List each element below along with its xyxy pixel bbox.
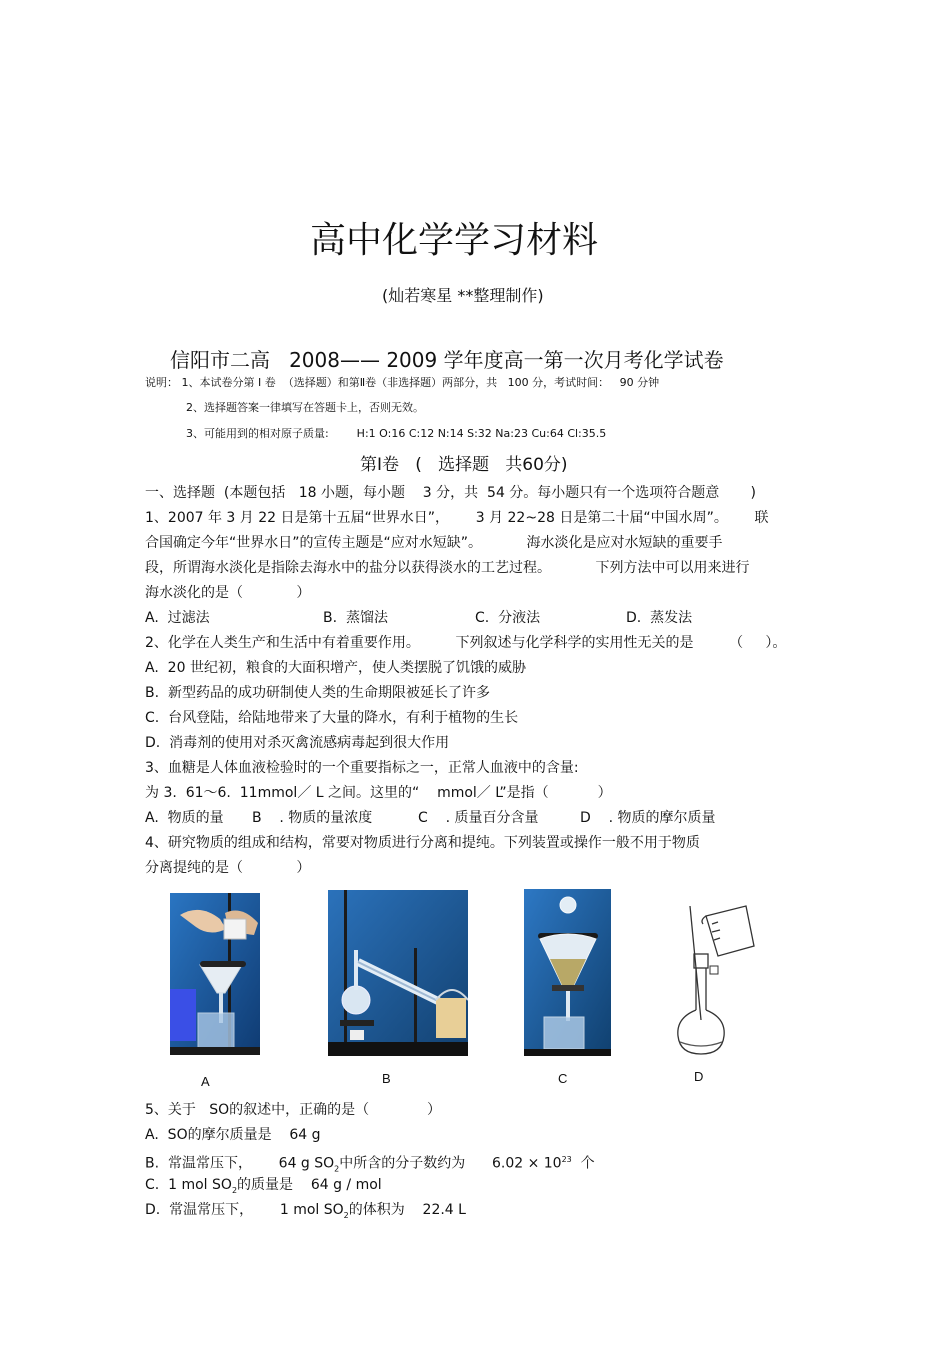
section-intro: 一、选择题 (本题包括 18 小题，每小题 3 分，共 54 分。每小题只有一个选项符合题意 ) — [145, 485, 756, 501]
subscript-2: 2 — [231, 1185, 238, 1195]
q1-line-1: 1、2007 年 3 月 22 日是第十五届“世界水日”， 3 月 22~28 日是第二十届“中国水周”。 联 — [145, 510, 769, 526]
q5-option-a: A. SO的摩尔质量是 64 g — [145, 1127, 321, 1143]
q5-option-b — [145, 1151, 595, 1178]
q1-option-c: C. 分液法 — [475, 610, 541, 626]
q2-option-d: D. 消毒剂的使用对杀灭禽流感病毒起到很大作用 — [145, 735, 450, 751]
exam-note-1: 说明： 1、本试卷分第 I 卷 （选择题）和第Ⅱ卷（非选择题）两部分，共 100 分，考试时间： 90 分钟 — [145, 376, 660, 389]
exam-note-2: 2、选择题答案一律填写在答题卡上，否则无效。 — [186, 401, 424, 414]
q1-line-3: 段，所谓海水淡化是指除去海水中的盐分以获得淡水的工艺过程。 下列方法中可以用来进行 — [145, 560, 750, 576]
image-label-c: C — [558, 1071, 568, 1086]
exponent: 23 — [561, 1155, 572, 1164]
q5-option-d-text: D. 常温常压下， 1 mol SO — [145, 1202, 344, 1218]
q5-option-d — [145, 1201, 466, 1225]
filtration-photo — [170, 893, 260, 1055]
q5-option-d-rest: 的体积为 22.4 L — [348, 1202, 466, 1218]
q5-option-b-text: B. 常温常压下， 64 g SO — [145, 1155, 335, 1172]
q5-option-b-mid: 中所含的分子数约为 6.02 × 10 — [339, 1155, 562, 1172]
image-label-a: A — [201, 1074, 210, 1089]
subscript-2: 2 — [343, 1210, 349, 1220]
q3-option-d: D . 物质的摩尔质量 — [580, 810, 716, 826]
image-label-b: B — [382, 1071, 391, 1086]
part-title: 第Ⅰ卷 ( 选择题 共60分) — [360, 455, 568, 475]
volumetric-flask-drawing — [670, 900, 760, 1060]
page-subtitle: (灿若寒星 **整理制作) — [382, 286, 544, 305]
q3-line-2: 为 3. 61～6. 11mmol／ L 之间。这里的“ mmol／ L”是指（ ） — [145, 785, 612, 801]
q3-line-1: 3、血糖是人体血液检验时的一个重要指标之一，正常人血液中的含量: — [145, 760, 579, 776]
q1-line-4: 海水淡化的是（ ） — [145, 585, 311, 601]
q5-option-c-rest: 的质量是 64 g / mol — [237, 1177, 382, 1193]
q1-option-a: A. 过滤法 — [145, 610, 210, 626]
q1-option-b: B. 蒸馏法 — [323, 610, 388, 626]
q2-option-b: B. 新型药品的成功研制使人类的生命期限被延长了许多 — [145, 685, 490, 701]
q4-line-1: 4、研究物质的组成和结构，常要对物质进行分离和提纯。下列装置或操作一般不用于物质 — [145, 835, 700, 851]
subscript-2: 2 — [334, 1164, 340, 1174]
q4-line-2: 分离提纯的是（ ） — [145, 860, 311, 876]
exam-title: 信阳市二高 2008—— 2009 学年度高一第一次月考化学试卷 — [170, 348, 724, 372]
image-label-d: D — [694, 1069, 704, 1084]
distillation-photo — [328, 890, 468, 1056]
exam-note-3: 3、可能用到的相对原子质量: H:1 O:16 C:12 N:14 S:32 Na:23 Cu:64 Cl:35.5 — [186, 427, 607, 440]
q5-stem: 5、关于 SO的叙述中，正确的是（ ） — [145, 1102, 442, 1118]
q3-option-c: C . 质量百分含量 — [418, 810, 539, 826]
q3-option-b: B . 物质的量浓度 — [252, 810, 373, 826]
blue-marker — [170, 989, 196, 1041]
q5-option-b-unit: 个 — [571, 1155, 595, 1172]
q3-option-a: A. 物质的量 — [145, 810, 224, 826]
q5-option-c-text: C. 1 mol SO — [145, 1177, 232, 1193]
q1-line-2: 合国确定今年“世界水日”的宣传主题是“应对水短缺”。 海水淡化是应对水短缺的重要手 — [145, 535, 723, 551]
q2-stem: 2、化学在人类生产和生活中有着重要作用。 下列叙述与化学科学的实用性无关的是 （ ）。 — [145, 635, 787, 651]
q2-option-c: C. 台风登陆，给陆地带来了大量的降水，有利于植物的生长 — [145, 710, 519, 726]
q1-option-d: D. 蒸发法 — [626, 610, 693, 626]
separatory-funnel-photo — [524, 889, 611, 1056]
q2-option-a: A. 20 世纪初，粮食的大面积增产，使人类摆脱了饥饿的威胁 — [145, 660, 526, 676]
q5-option-c — [145, 1176, 382, 1200]
page-title: 高中化学学习材料 — [310, 220, 599, 261]
